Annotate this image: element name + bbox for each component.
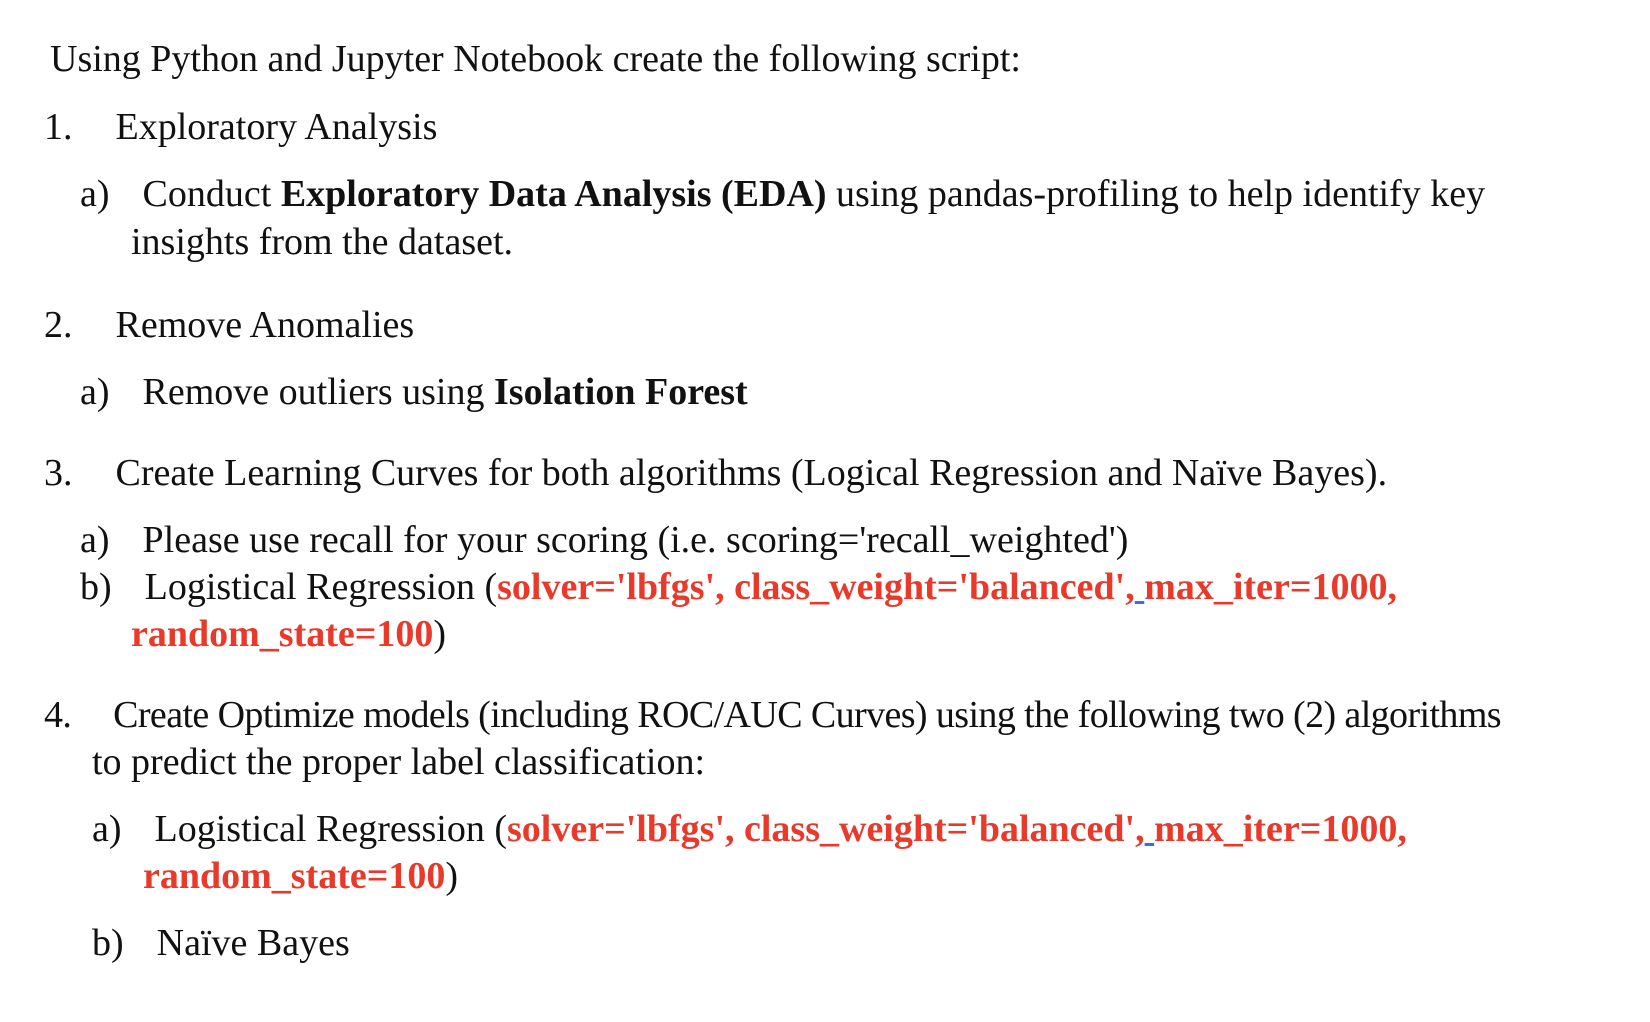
code-parameters: max_iter=1000, — [1154, 808, 1407, 850]
section-number: 4. — [44, 694, 72, 736]
section-1-item-a — [80, 171, 1485, 217]
section-2-item-a — [80, 369, 748, 415]
section-4-heading — [44, 692, 1501, 738]
section-1-heading — [44, 104, 437, 150]
item-letter: a) — [92, 808, 122, 850]
item-letter: b) — [92, 922, 124, 964]
item-letter: a) — [80, 371, 110, 413]
section-3-item-b-continuation — [131, 611, 446, 657]
code-parameters: random_state=100 — [131, 613, 434, 655]
item-text: Please use recall for your scoring (i.e. scoring='recall_weighted') — [142, 519, 1129, 561]
section-number: 2. — [44, 304, 73, 346]
item-letter: b) — [80, 566, 112, 608]
code-parameters: solver='lbfgs', class_weight='balanced', — [507, 808, 1145, 850]
section-number: 3. — [44, 452, 73, 494]
section-title: Exploratory Analysis — [115, 106, 438, 148]
section-title: Create Optimize models (including ROC/AUC Curves) using the following two (2) algorithms — [113, 694, 1501, 736]
item-bold-text: Exploratory Data Analysis (EDA) — [280, 173, 827, 215]
item-text: ) — [433, 613, 447, 655]
section-3-item-b — [80, 564, 1397, 610]
code-gap — [1145, 808, 1155, 850]
section-4-heading-continuation: to predict the proper label classification: — [92, 741, 706, 783]
section-number: 1. — [44, 106, 73, 148]
item-bold-text: Isolation Forest — [494, 371, 748, 413]
section-4-item-a — [92, 806, 1407, 852]
code-gap — [1135, 566, 1145, 608]
section-title: Remove Anomalies — [115, 304, 415, 346]
item-text: Logistical Regression ( — [144, 566, 498, 608]
item-text: Logistical Regression ( — [154, 808, 508, 850]
section-3-item-a — [80, 517, 1128, 563]
item-text: Naïve Bayes — [156, 922, 350, 964]
item-letter: a) — [80, 519, 110, 561]
section-4-item-a-continuation — [143, 853, 458, 899]
item-text: Remove outliers using — [142, 371, 494, 413]
code-parameters: random_state=100 — [143, 855, 446, 897]
section-2-heading — [44, 302, 414, 348]
section-1-item-a-continuation: insights from the dataset. — [131, 221, 514, 263]
item-text: ) — [445, 855, 459, 897]
section-4-item-b — [92, 920, 350, 966]
section-3-heading — [44, 450, 1387, 496]
item-letter: a) — [80, 173, 110, 215]
code-parameters: max_iter=1000, — [1144, 566, 1398, 608]
item-text: using pandas-profiling to help identify key — [826, 173, 1486, 215]
section-title: Create Learning Curves for both algorithms (Logical Regression and Naïve Bayes). — [115, 452, 1388, 494]
item-text: Conduct — [142, 173, 281, 215]
code-parameters: solver='lbfgs', class_weight='balanced', — [497, 566, 1135, 608]
intro-text: Using Python and Jupyter Notebook create the following script: — [50, 38, 1021, 80]
